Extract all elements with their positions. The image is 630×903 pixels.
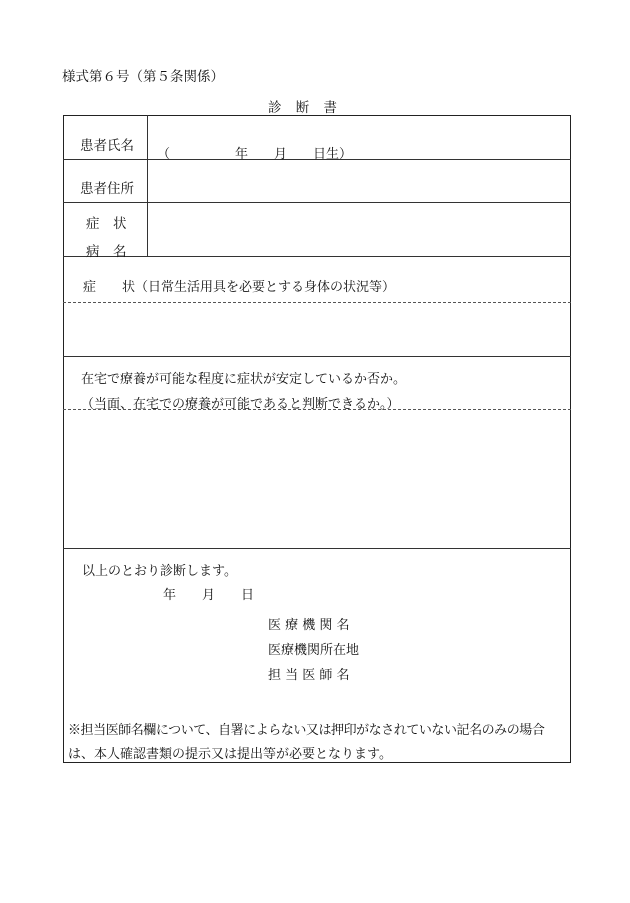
patient-address-label: 患者住所 bbox=[80, 181, 134, 197]
home-care-question: 在宅で療養が可能な程度に症状が安定しているか否か。 bbox=[81, 372, 407, 387]
institution-address-label: 医療機関所在地 bbox=[268, 643, 360, 658]
certification-statement: 以上のとおり診断します。 bbox=[82, 564, 237, 579]
disease-name-label: 病 名 bbox=[86, 244, 127, 260]
condition-dashed-divider bbox=[63, 302, 571, 303]
doctor-name-label: 担 当 医 師 名 bbox=[268, 668, 350, 683]
home-care-question-note: （当面、在宅での療養が可能であると判断できるか。） bbox=[81, 397, 400, 412]
patient-name-label: 患者氏名 bbox=[80, 138, 134, 154]
form-number: 様式第６号（第５条関係） bbox=[62, 69, 224, 85]
patient-address-field[interactable] bbox=[150, 162, 568, 200]
certification-date[interactable]: 年 月 日 bbox=[163, 588, 255, 603]
symptom-label: 症 状 bbox=[86, 216, 127, 232]
condition-field[interactable] bbox=[66, 305, 568, 353]
row-divider-diagnosis bbox=[63, 256, 571, 257]
condition-heading: 症 状（日常生活用具を必要とする身体の状況等） bbox=[83, 280, 396, 295]
row-divider-home-care bbox=[63, 548, 571, 549]
row-divider-condition bbox=[63, 356, 571, 357]
row-divider-address bbox=[63, 202, 571, 203]
label-column-divider bbox=[147, 115, 148, 256]
birthdate-field[interactable]: （ 年 月 日生） bbox=[157, 147, 353, 162]
document-title: 診 断 書 bbox=[268, 100, 338, 116]
home-care-field[interactable] bbox=[66, 412, 568, 545]
footnote-line-1: ※担当医師名欄について、自署によらない又は押印がなされていない記名のみの場合 bbox=[68, 723, 545, 738]
institution-name-label: 医 療 機 関 名 bbox=[268, 618, 350, 633]
footnote-line-2: は、本人確認書類の提示又は提出等が必要となります。 bbox=[68, 747, 392, 762]
diagnosis-field[interactable] bbox=[150, 205, 568, 253]
